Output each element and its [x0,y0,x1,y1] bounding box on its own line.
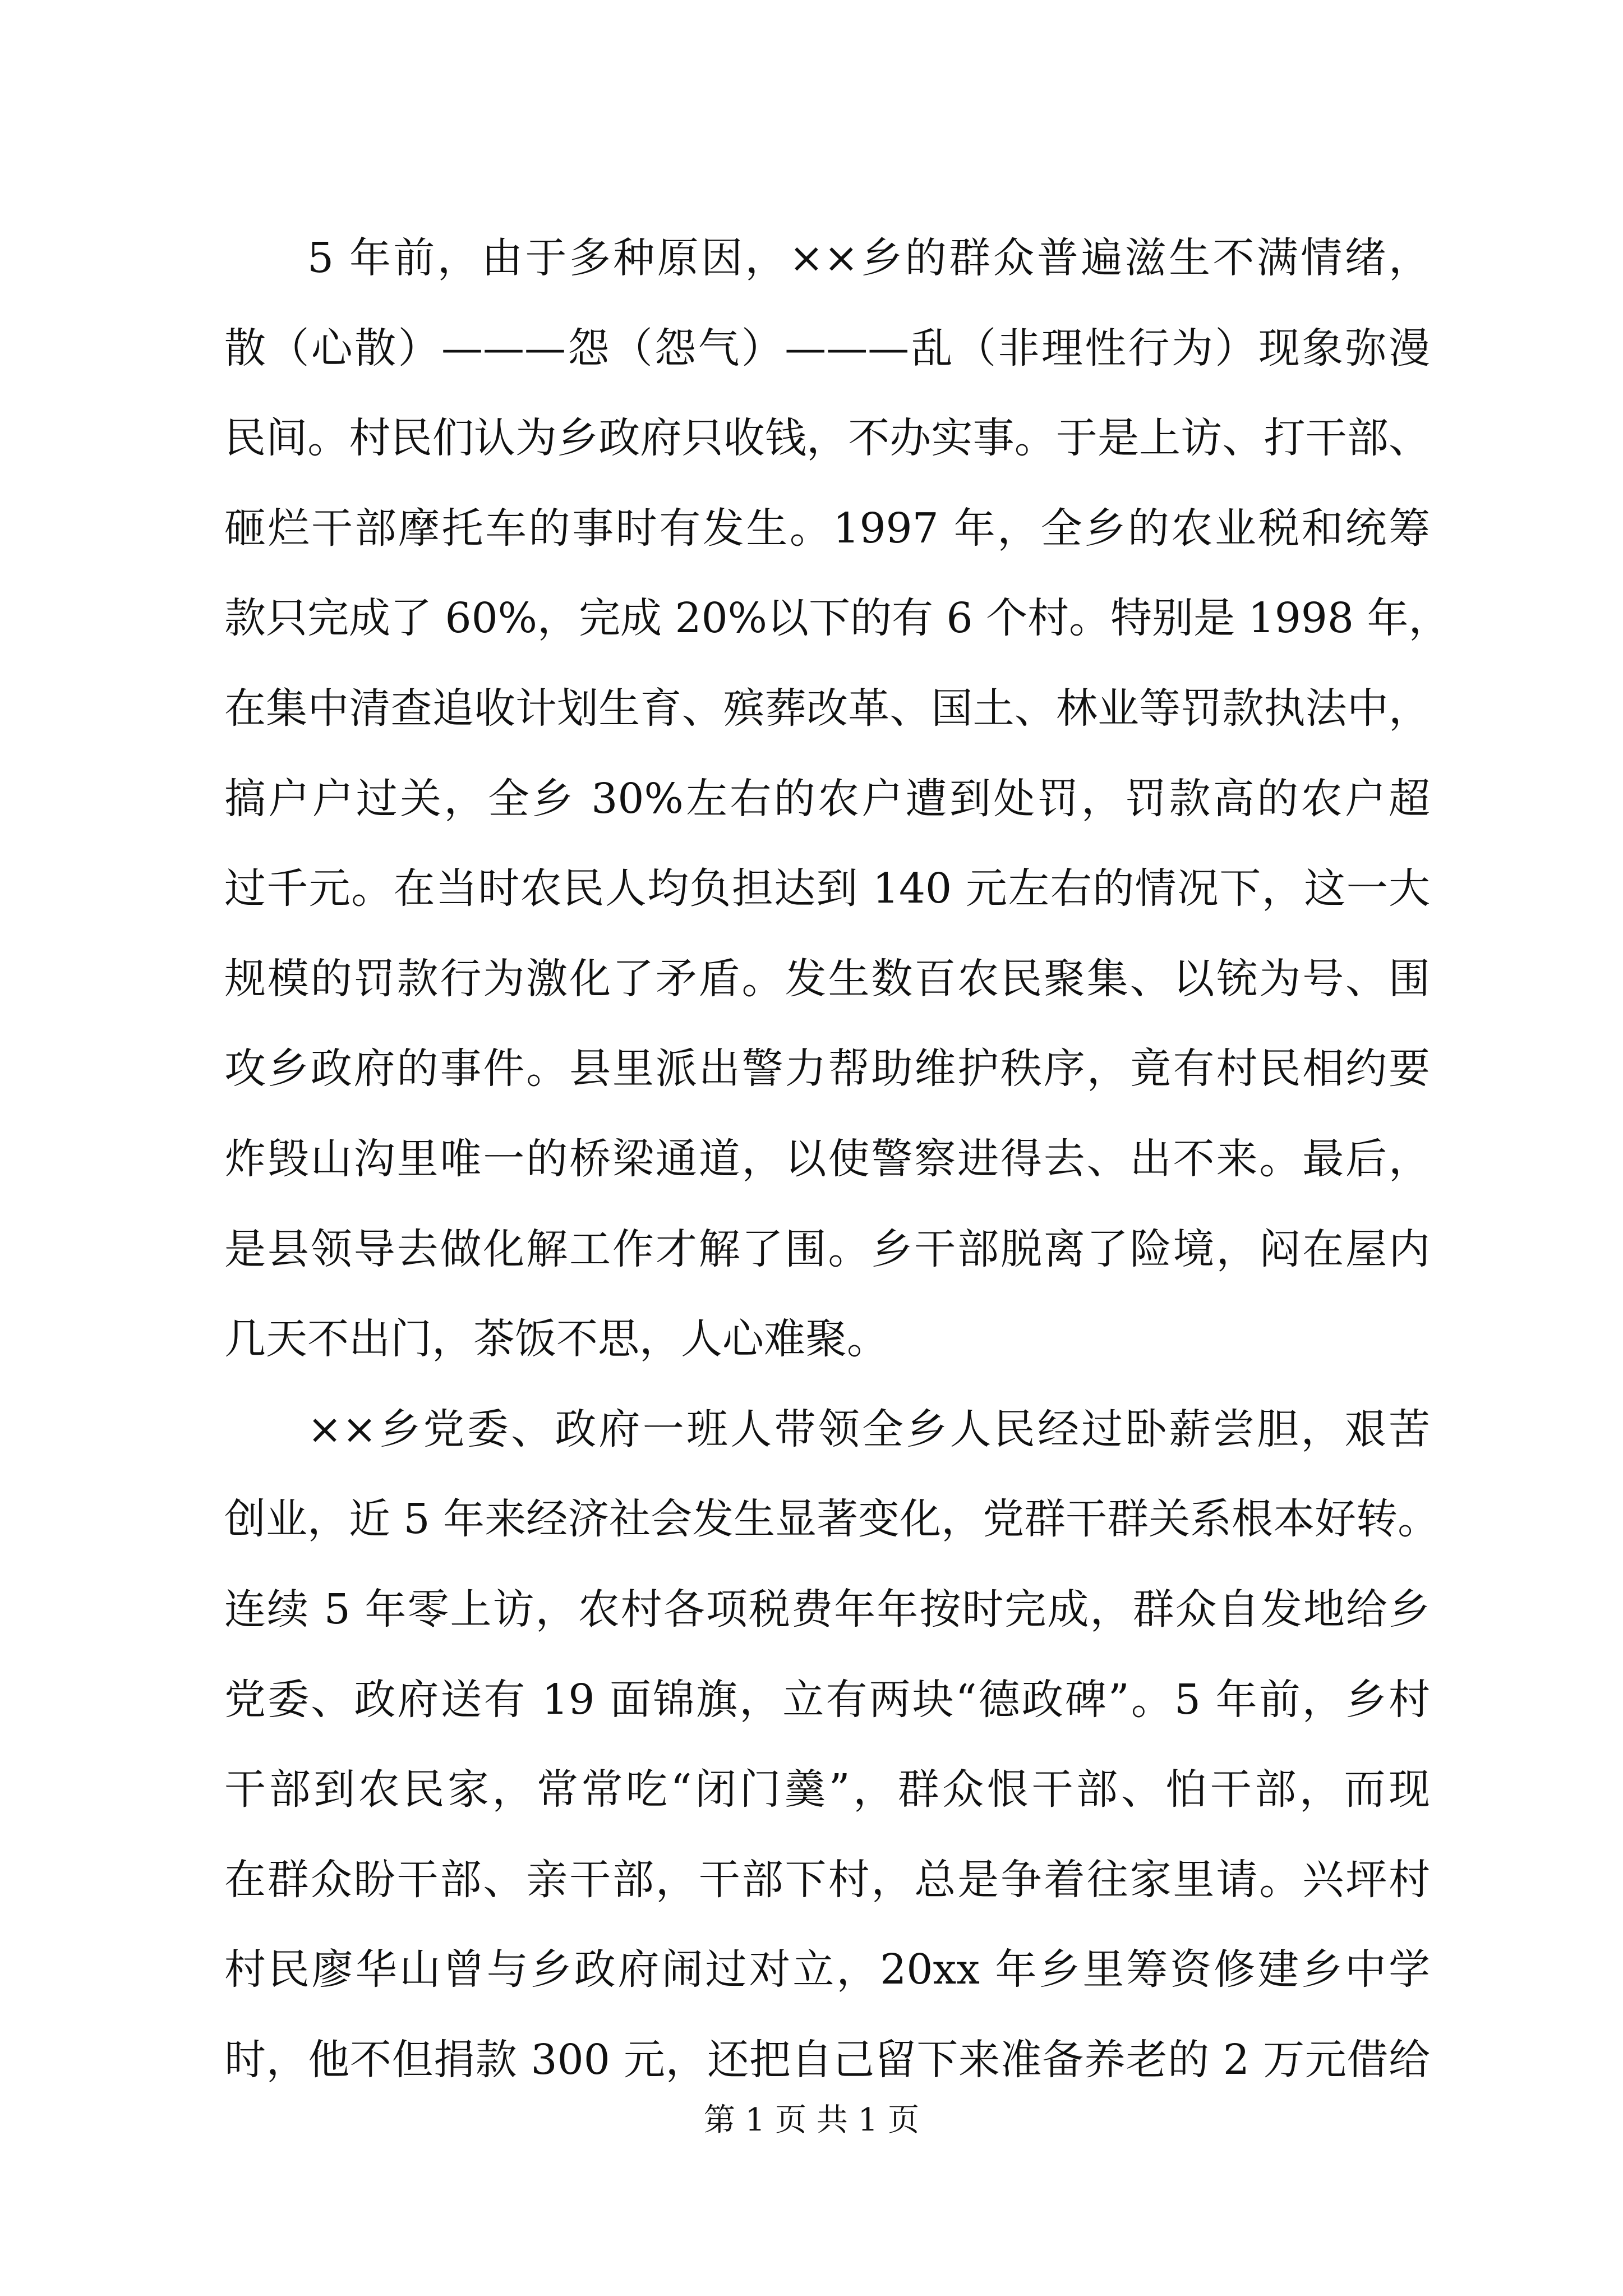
paragraph-2-line-6: 在群众盼干部、亲干部，干部下村，总是争着往家里请。兴坪村 [224,1855,1430,1904]
paragraph-2-line-1: ××乡党委、政府一班人带领全乡人民经过卧薪尝胆，艰苦 [307,1405,1430,1453]
page-footer [0,2098,1623,2143]
paragraph-2-line-5: 干部到农民家，常常吃“闭门羹”，群众恨干部、怕干部，而现 [224,1765,1430,1814]
paragraph-1-line-2: 散（心散）———怨（怨气）———乱（非理性行为）现象弥漫 [224,324,1430,372]
paragraph-1-line-9: 规模的罚款行为激化了矛盾。发生数百农民聚集、以铳为号、围 [224,954,1430,1003]
paragraph-2-line-2: 创业，近 5 年来经济社会发生显著变化，党群干群关系根本好转。 [224,1495,1440,1544]
paragraph-1-line-6: 在集中清查追收计划生育、殡葬改革、国土、林业等罚款执法中， [224,684,1430,733]
paragraph-2-line-3: 连续 5 年零上访，农村各项税费年年按时完成，群众自发地给乡 [224,1585,1430,1634]
paragraph-2-line-7: 村民廖华山曾与乡政府闹过对立，20xx 年乡里筹资修建乡中学 [224,1945,1430,1994]
paragraph-2-line-4: 党委、政府送有 19 面锦旗，立有两块“德政碑”。5 年前，乡村 [224,1675,1430,1724]
paragraph-1-line-8: 过千元。在当时农民人均负担达到 140 元左右的情况下，这一大 [224,864,1430,913]
page-number-label: 第 1 页 共 1 页 [703,2102,920,2138]
document-body [224,213,1450,2105]
paragraph-1-line-11: 炸毁山沟里唯一的桥梁通道，以使警察进得去、出不来。最后， [224,1134,1430,1183]
paragraph-1-line-4: 砸烂干部摩托车的事时有发生。1997 年，全乡的农业税和统筹 [224,504,1430,553]
paragraph-1-line-7: 搞户户过关，全乡 30%左右的农户遭到处罚，罚款高的农户超 [224,774,1430,823]
paragraph-1-line-13: 几天不出门，茶饭不思，人心难聚。 [224,1315,888,1364]
paragraph-1-line-10: 攻乡政府的事件。县里派出警力帮助维护秩序，竟有村民相约要 [224,1045,1430,1093]
paragraph-1-line-12: 是县领导去做化解工作才解了围。乡干部脱离了险境，闷在屋内 [224,1225,1430,1273]
paragraph-2-line-8: 时，他不但捐款 300 元，还把自己留下来准备养老的 2 万元借给 [224,2035,1430,2084]
paragraph-1-line-5: 款只完成了 60%，完成 20%以下的有 6 个村。特别是 1998 年， [224,594,1450,643]
paragraph-1-line-3: 民间。村民们认为乡政府只收钱，不办实事。于是上访、打干部、 [224,414,1430,463]
paragraph-1-line-1: 5 年前，由于多种原因，××乡的群众普遍滋生不满情绪， [307,234,1430,282]
